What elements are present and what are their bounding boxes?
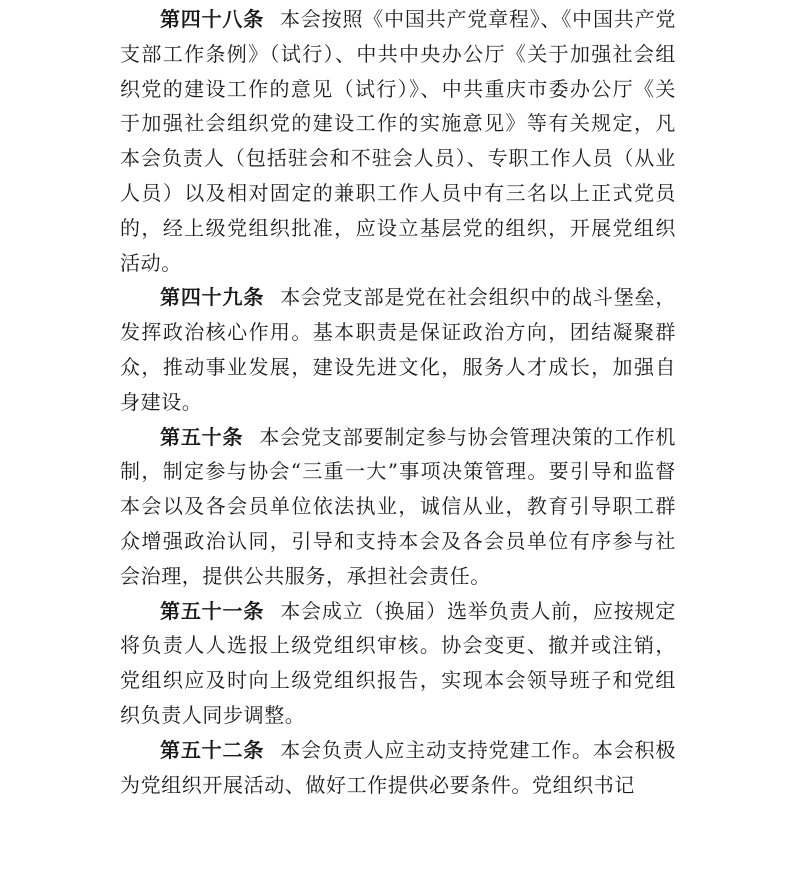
- article-text: 本会负责人应主动支持党建工作。本会积极为党组织开展活动、做好工作提供必要条件。党组织书记: [120, 737, 676, 797]
- article-text: 本会成立（换届）选举负责人前，应按规定将负责人人选报上级党组织审核。协会变更、撤并或注销，党组织应及时向上级党组织报告，实现本会领导班子和党组织负责人同步调整。: [120, 598, 676, 727]
- article-number: 第五十一条: [160, 598, 265, 623]
- article-48: [120, 2, 676, 280]
- article-number: 第五十二条: [160, 737, 265, 762]
- article-text: 本会党支部要制定参与协会管理决策的工作机制，制定参与协会“三重一大”事项决策管理。要引导和监督本会以及各会员单位依法执业，诚信从业，教育引导职工群众增强政治认同，引导和支持本会及各会员单位有序参与社会治理，提供公共服务，承担社会责任。: [120, 424, 676, 588]
- article-number: 第四十八条: [160, 7, 265, 31]
- document-page: [120, 2, 676, 802]
- article-text: 本会按照《中国共产党章程》、《中国共产党支部工作条例》（试行）、中共中央办公厅《关于加强社会组织党的建设工作的意见（试行）》、中共重庆市委办公厅《关于加强社会组织党的建设工作的实施意见》等有关规定，凡本会负责人（包括驻会和不驻会人员）、专职工作人员（从业人员）以及相对固定的兼职工作人员中有三名以上正式党员的，经上级党组织批准，应设立基层党的组织，开展党组织活动。: [120, 7, 677, 275]
- article-number: 第五十条: [160, 424, 244, 449]
- article-50: [120, 420, 676, 594]
- article-51: [120, 594, 676, 733]
- article-49: [120, 280, 676, 419]
- article-52: [120, 733, 676, 803]
- article-number: 第四十九条: [160, 285, 265, 310]
- article-text: 本会党支部是党在社会组织中的战斗堡垒，发挥政治核心作用。基本职责是保证政治方向，团结凝聚群众，推动事业发展，建设先进文化，服务人才成长，加强自身建设。: [120, 285, 676, 414]
